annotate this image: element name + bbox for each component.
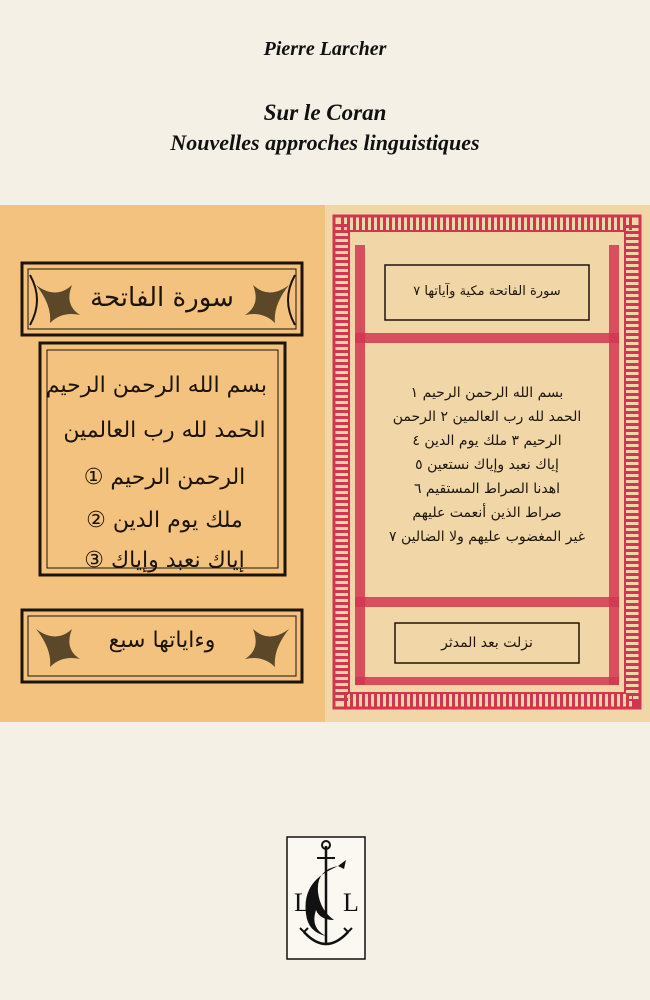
right-verse-line: إياك نعبد وإياك نستعين ٥ [415,457,559,473]
left-verse-line: ملك يوم الدين ② [86,508,243,533]
right-verse-line: الرحيم ٣ ملك يوم الدين ٤ [412,433,562,449]
logo-letter-right: L [343,888,359,917]
left-verse-line: الحمد لله رب العالمين [63,418,266,443]
right-verse-line: صراط الذين أنعمت عليهم [412,505,562,521]
right-surah-header: سورة الفاتحة مكية وآياتها ٧ [413,284,561,299]
left-surah-header: سورة الفاتحة [90,283,234,313]
book-title: Sur le Coran [263,100,387,125]
right-footer-text: نزلت بعد المدثر [441,635,533,651]
book-subtitle: Nouvelles approches linguistiques [170,130,480,155]
right-verse-line: اهدنا الصراط المستقيم ٦ [413,481,561,497]
logo-letter-left: L [294,888,310,917]
right-verse-line: الحمد لله رب العالمين ٢ الرحمن [392,409,582,425]
left-footer-text: وءاياتها سبع [108,628,216,653]
left-manuscript-page [0,205,325,722]
left-verse-line: بسم الله الرحمن الرحيم [45,373,267,398]
right-manuscript-page [325,205,650,722]
publisher-logo [286,836,366,960]
right-verse-line: غير المغضوب عليهم ولا الضالين ٧ [388,529,586,545]
left-verse-line: الرحمن الرحيم ① [83,465,246,490]
right-verse-line: بسم الله الرحمن الرحيم ١ [410,385,564,401]
author-name: Pierre Larcher [263,38,387,60]
cover-illustration [0,205,650,722]
left-verse-line: إياك نعبد وإياك ③ [84,548,245,573]
